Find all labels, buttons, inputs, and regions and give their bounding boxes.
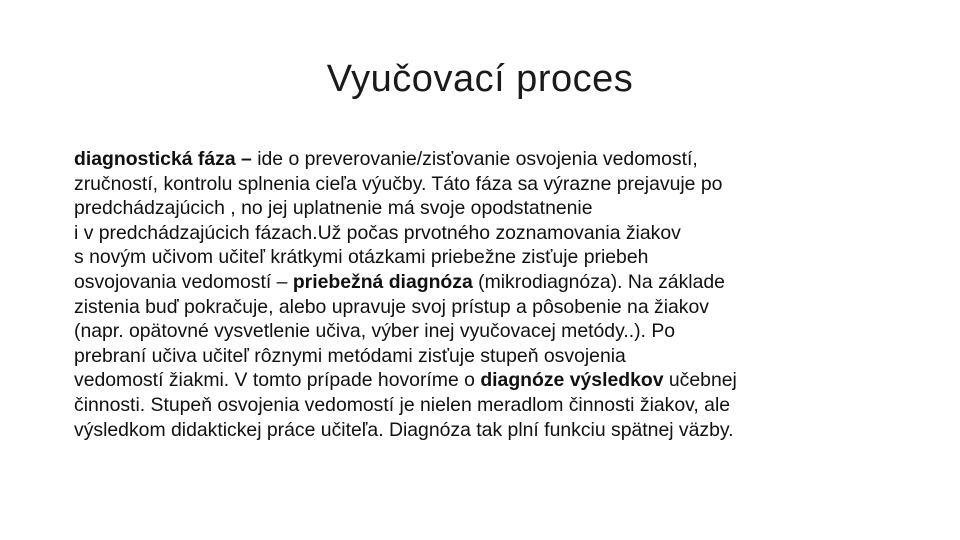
body-line-10 [74,368,894,393]
body-line-6-text-a: osvojovania vedomostí – [74,270,293,293]
body-line-10-text-a: vedomostí žiakmi. V tomto prípade hovoríme o [74,369,481,392]
slide-body-paragraph [74,147,894,442]
body-line-7: zistenia buď pokračuje, alebo upravuje svoj prístup a pôsobenie na žiakov [74,295,709,318]
body-line-9: prebraní učiva učiteľ rôznymi metódami zisťuje stupeň osvojenia [74,344,626,367]
body-line-6 [74,270,894,295]
term-results-diagnosis: diagnóze výsledkov [480,369,664,392]
term-ongoing-diagnosis: priebežná diagnóza [292,270,473,293]
body-line-2: zručností, kontrolu splnenia cieľa výučby. Táto fáza sa výrazne prejavuje po [74,172,723,195]
body-line-4: i v predchádzajúcich fázach.Už počas prvotného zoznamovania žiakov [74,221,681,244]
body-line-10-text-b: učebnej [663,369,737,392]
body-line-12: výsledkom didaktickej práce učiteľa. Diagnóza tak plní funkciu spätnej väzby. [74,418,734,441]
body-line-11: činnosti. Stupeň osvojenia vedomostí je nielen meradlom činnosti žiakov, ale [74,393,731,416]
term-diagnostic-phase: diagnostická fáza – [74,148,252,170]
body-line-8: (napr. opätovné vysvetlenie učiva, výber inej vyučovacej metódy..). Po [74,320,676,343]
body-line-6-text-b: (mikrodiagnóza). Na základe [472,270,725,293]
body-line-3: predchádzajúcich , no jej uplatnenie má svoje opodstatnenie [74,197,593,220]
slide-title: Vyučovací proces [326,58,634,100]
body-line-1-text: ide o preverovanie/zisťovanie osvojenia vedomostí, [251,148,698,170]
body-line-1 [74,147,894,172]
body-line-5: s novým učivom učiteľ krátkymi otázkami priebežne zisťuje priebeh [74,246,649,269]
